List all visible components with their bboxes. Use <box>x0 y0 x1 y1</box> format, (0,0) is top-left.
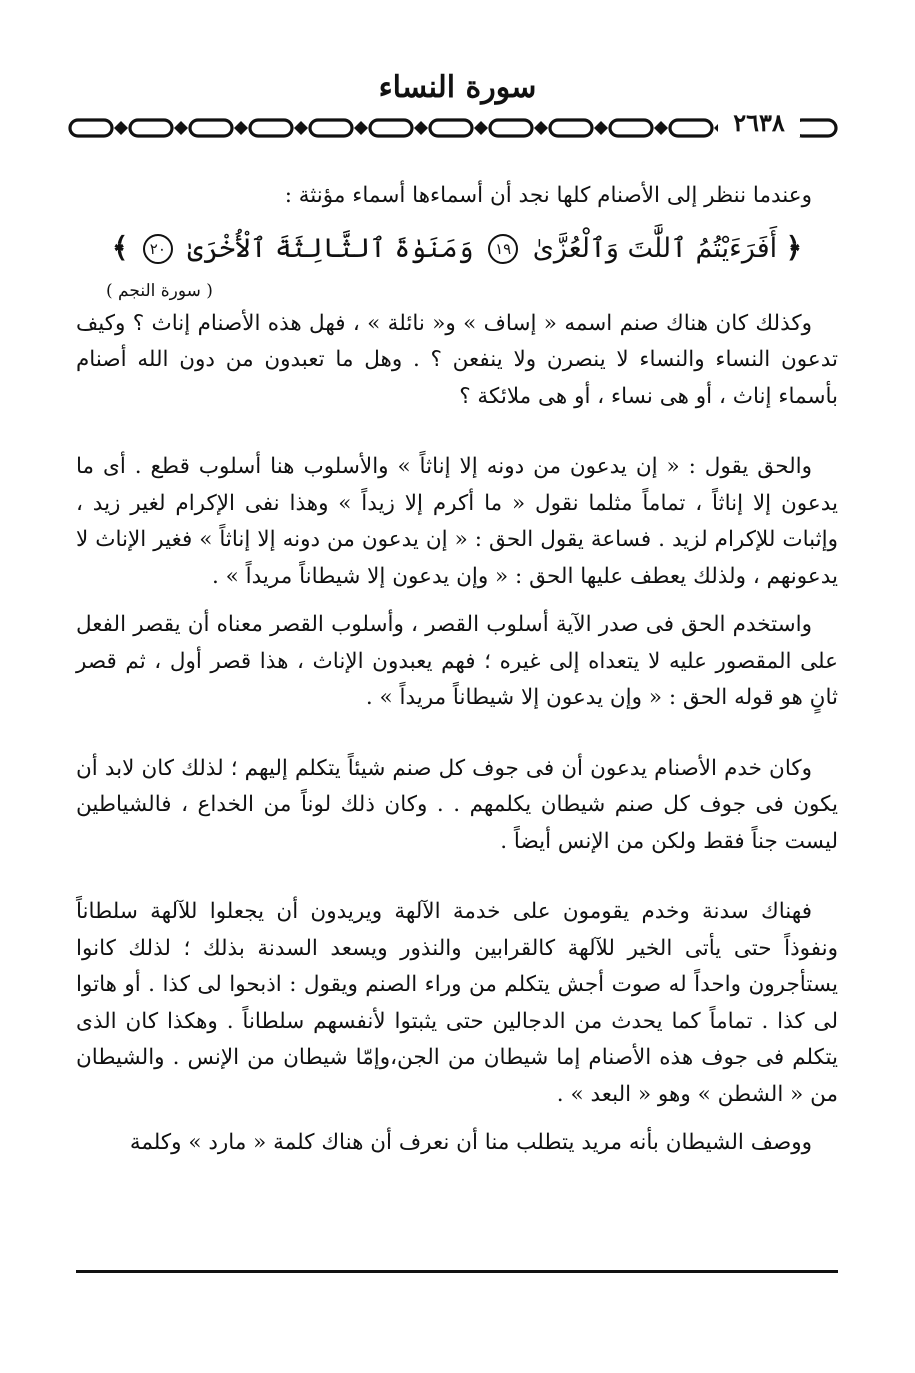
body-paragraph: ووصف الشيطان بأنه مريد يتطلب منا أن نعرف أن هناك كلمة « مارد » وكلمة <box>129 1130 812 1155</box>
quran-verse <box>76 225 838 272</box>
verse-open-bracket: ﴿ <box>785 230 803 264</box>
page-number: ٢٦٣٨ <box>718 108 800 137</box>
surah-title: سورة النساء <box>378 70 537 105</box>
band-diamond <box>354 121 368 135</box>
band-oval <box>130 120 172 136</box>
paragraph-gap <box>76 860 838 894</box>
band-oval <box>250 120 292 136</box>
paragraph-gap <box>76 1113 838 1125</box>
body-paragraph: وكذلك كان هناك صنم اسمه « إساف » و« نائلة » ، فهل هذه الأصنام إناث ؟ وكيف تدعون النساء والنساء لا ينصرن ولا ينفعن ؟ . وهل ما تعبدون من دون الله أصنام بأسماء إناث ، أو هى نساء ، أو هى ملائكة ؟ <box>76 310 838 409</box>
verse-source: ( سورة النجم ) <box>106 280 213 301</box>
body-paragraph: فهناك سدنة وخدم يقومون على خدمة الآلهة ويريدون أن يجعلوا للآلهة سلطاناً ونفوذاً حتى يأتى الخير للآلهة كالقرابين والنذور ويسعد السدنة بذلك ؛ لذلك كانوا يستأجرون واحداً له صوت أجش يتكلم من وراء الصنم ويقول : اذبحوا لى كذا . أو هاتوا لى كذا . تماماً كما يحدث من الدجالين حتى يثبتوا لأنفسهم سلطاناً . وهكذا كان الذى يتكلم فى جوف هذه الأصنام إما شيطان من الجن،وإمّا شيطان من الإنس . والشيطان من « الشطن » وهو « البعد » . <box>76 899 838 1107</box>
band-diamond <box>174 121 188 135</box>
band-oval <box>550 120 592 136</box>
band-diamond <box>234 121 248 135</box>
band-diamond <box>114 121 128 135</box>
band-oval <box>610 120 652 136</box>
band-oval <box>794 120 836 136</box>
paragraph-gap <box>76 717 838 751</box>
body-paragraph: وكان خدم الأصنام يدعون أن فى جوف كل صنم شيئاً يتكلم إليهم ؛ لذلك كان لابد أن يكون فى جوف كل صنم شيطان يكلمهم . . وكان ذلك لوناً من الخداع ، فالشياطين ليست جناً فقط ولكن من الإنس أيضاً . <box>76 755 838 854</box>
footer-rule <box>76 1270 838 1273</box>
band-diamond <box>654 121 668 135</box>
band-diamond <box>294 121 308 135</box>
band-oval <box>430 120 472 136</box>
band-oval <box>670 120 712 136</box>
intro-paragraph: وعندما ننظر إلى الأصنام كلها نجد أن أسماءها أسماء مؤنثة : <box>284 183 812 208</box>
band-oval <box>370 120 412 136</box>
band-diamond <box>534 121 548 135</box>
band-diamond <box>474 121 488 135</box>
band-diamond <box>594 121 608 135</box>
paragraph-gap <box>76 415 838 449</box>
band-oval <box>70 120 112 136</box>
verse-number-badge: ٢٠ <box>143 234 173 264</box>
band-oval <box>310 120 352 136</box>
band-oval <box>190 120 232 136</box>
verse-number-badge: ١٩ <box>488 234 518 264</box>
band-oval <box>490 120 532 136</box>
body-paragraph: والحق يقول : « إن يدعون من دونه إلا إناثاً » والأسلوب هنا أسلوب قطع . أى ما يدعون إلا إناثاً ، تماماً مثلما نقول « ما أكرم إلا زيداً » وهذا نفى الإكرام لغير زيد ، وإثبات للإكرام لزيد . فساعة يقول الحق : « إن يدعون من دونه إلا إناثاً » فغير الإناث لا يدعونهم ، ولذلك يعطف عليها الحق : « وإن يدعون إلا شيطاناً مريداً » . <box>76 454 838 589</box>
verse-text-part2: وَمَنَوٰةَ ٱلثَّالِثَةَ ٱلْأُخْرَىٰ <box>187 232 474 264</box>
body-paragraph: واستخدم الحق فى صدر الآية أسلوب القصر ، وأسلوب القصر معناه أن يقصر الفعل على المقصور عليه لا يتعداه إلى غيره ؛ فهم يعبدون الإناث ، هذا قصر أول ، ثم قصر ثانٍ هو قوله الحق : « وإن يدعون إلا شيطاناً مريداً » . <box>76 612 838 710</box>
page-body <box>76 178 838 1162</box>
paragraph-gap <box>76 595 838 607</box>
verse-text-part1: أَفَرَءَيْتُمُ ٱللَّٰتَ وَٱلْعُزَّىٰ <box>532 232 778 264</box>
band-diamond <box>414 121 428 135</box>
verse-close-bracket: ﴾ <box>111 230 129 264</box>
